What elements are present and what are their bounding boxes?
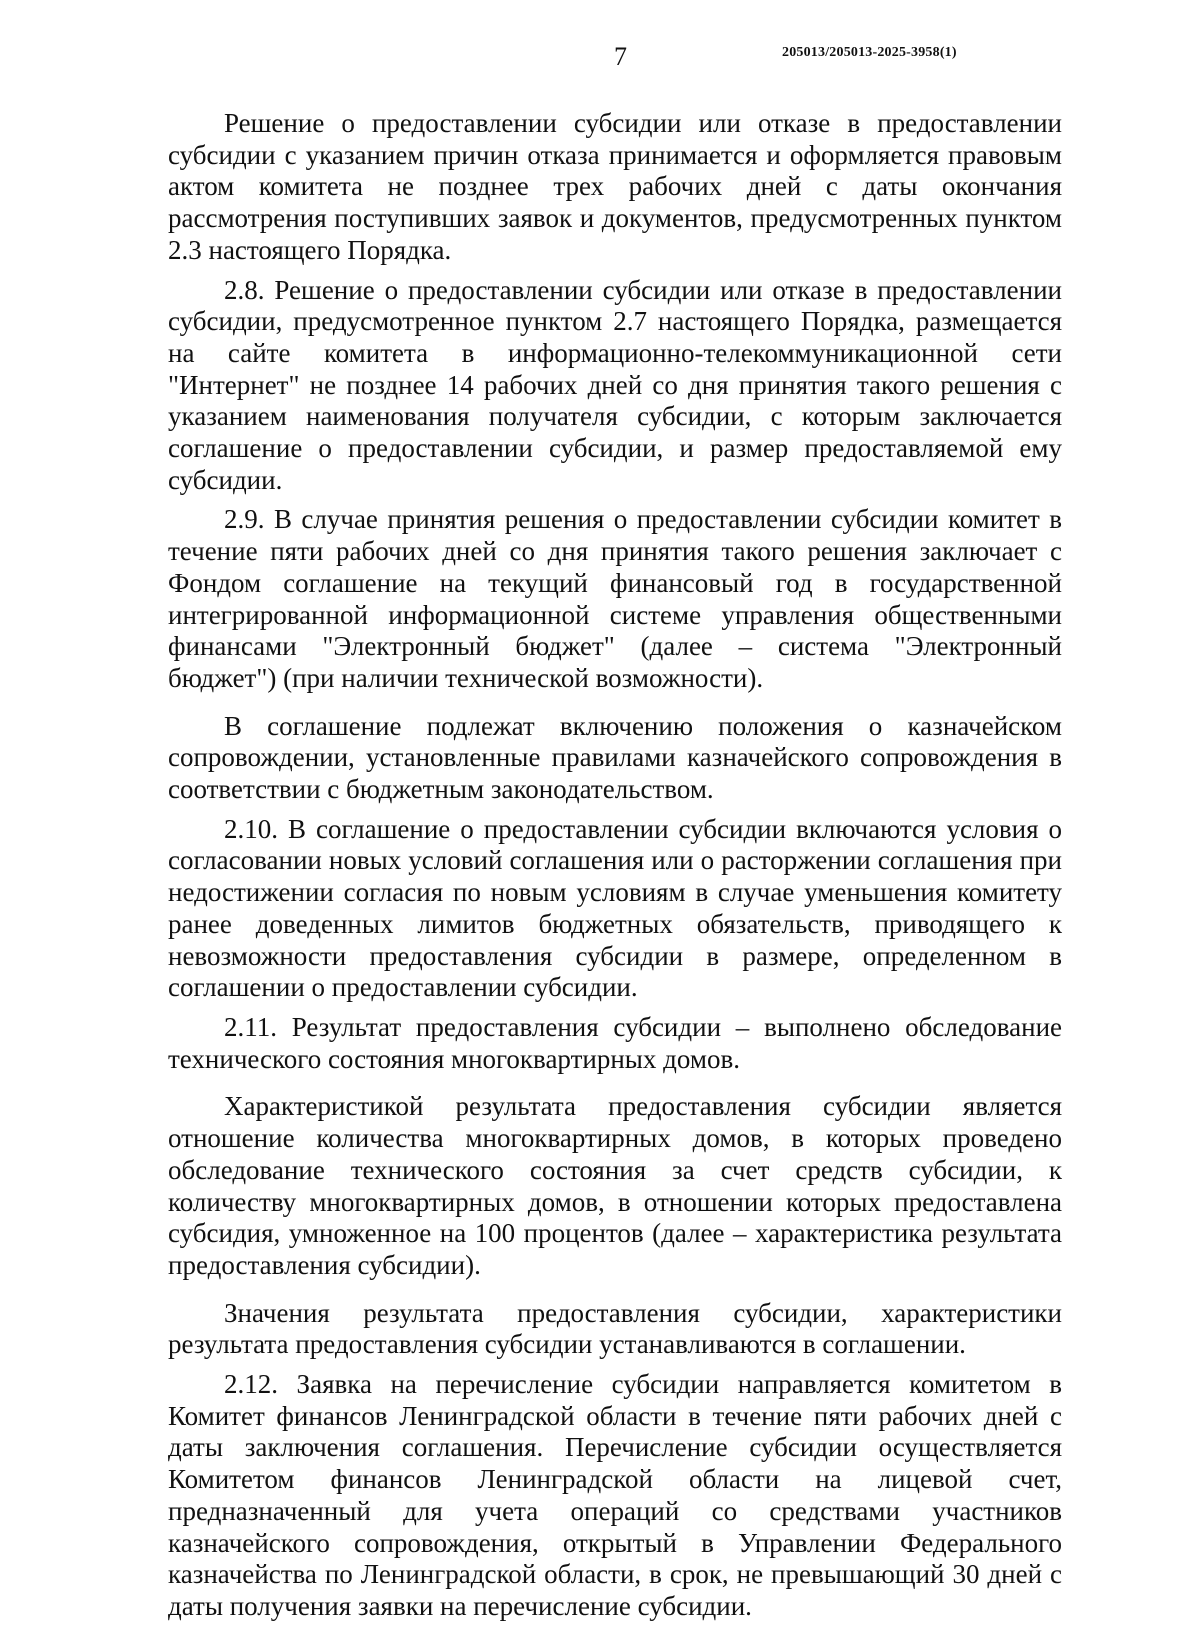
paragraph-treasury-support: В соглашение подлежат включению положения о казначейском сопровождении, установленные правилами казначейского сопровождения в соответствии с бюджетным законодательством.: [168, 710, 1062, 805]
paragraph-2-9: 2.9. В случае принятия решения о предоставлении субсидии комитет в течение пяти рабочих дней со дня принятия такого решения заключает с Фондом соглашение на текущий финансовый год в государственной интегрированной информационной системе управления общественными финансами "Электронный бюджет" (далее – система "Электронный бюджет") (при наличии технической возможности).: [168, 504, 1062, 693]
document-body: [168, 108, 1062, 1627]
paragraph-2-12: 2.12. Заявка на перечисление субсидии направляется комитетом в Комитет финансов Ленинградской области в течение пяти рабочих дней с даты заключения соглашения. Перечисление субсидии осуществляется Комитетом финансов Ленинградской области на лицевой счет, предназначенный для учета операций со средствами участников казначейского сопровождения, открытый в Управлении Федерального казначейства по Ленинградской области, в срок, не превышающий 30 дней с даты получения заявки на перечисление субсидии.: [168, 1369, 1062, 1621]
paragraph-result-values: Значения результата предоставления субсидии, характеристики результата предоставления субсидии устанавливаются в соглашении.: [168, 1297, 1062, 1360]
paragraph-2-8: 2.8. Решение о предоставлении субсидии или отказе в предоставлении субсидии, предусмотренное пунктом 2.7 настоящего Порядка, размещается на сайте комитета в информационно-телекоммуникационной сети "Интернет" не позднее 14 рабочих дней со дня принятия такого решения с указанием наименования получателя субсидии, с которым заключается соглашение о предоставлении субсидии, и размер предоставляемой ему субсидии.: [168, 274, 1062, 495]
paragraph-decision-formalization: Решение о предоставлении субсидии или отказе в предоставлении субсидии с указанием причин отказа принимается и оформляется правовым актом комитета не позднее трех рабочих дней с даты окончания рассмотрения поступивших заявок и документов, предусмотренных пунктом 2.3 настоящего Порядка.: [168, 108, 1062, 265]
paragraph-result-characteristic: Характеристикой результата предоставления субсидии является отношение количества многоквартирных домов, в которых проведено обследование технического состояния за счет средств субсидии, к количеству многоквартирных домов, в отношении которых предоставлена субсидия, умноженное на 100 процентов (далее – характеристика результата предоставления субсидии).: [168, 1091, 1062, 1280]
document-id: 205013/205013-2025-3958(1): [782, 45, 957, 60]
page-number: 7: [614, 42, 627, 71]
paragraph-2-10: 2.10. В соглашение о предоставлении субсидии включаются условия о согласовании новых условий соглашения или о расторжении соглашения при недостижении согласия по новым условиям в случае уменьшения комитету ранее доведенных лимитов бюджетных обязательств, приводящего к невозможности предоставления субсидии в размере, определенном в соглашении о предоставлении субсидии.: [168, 813, 1062, 1003]
paragraph-2-11: 2.11. Результат предоставления субсидии – выполнено обследование технического состояния многоквартирных домов.: [168, 1011, 1062, 1074]
